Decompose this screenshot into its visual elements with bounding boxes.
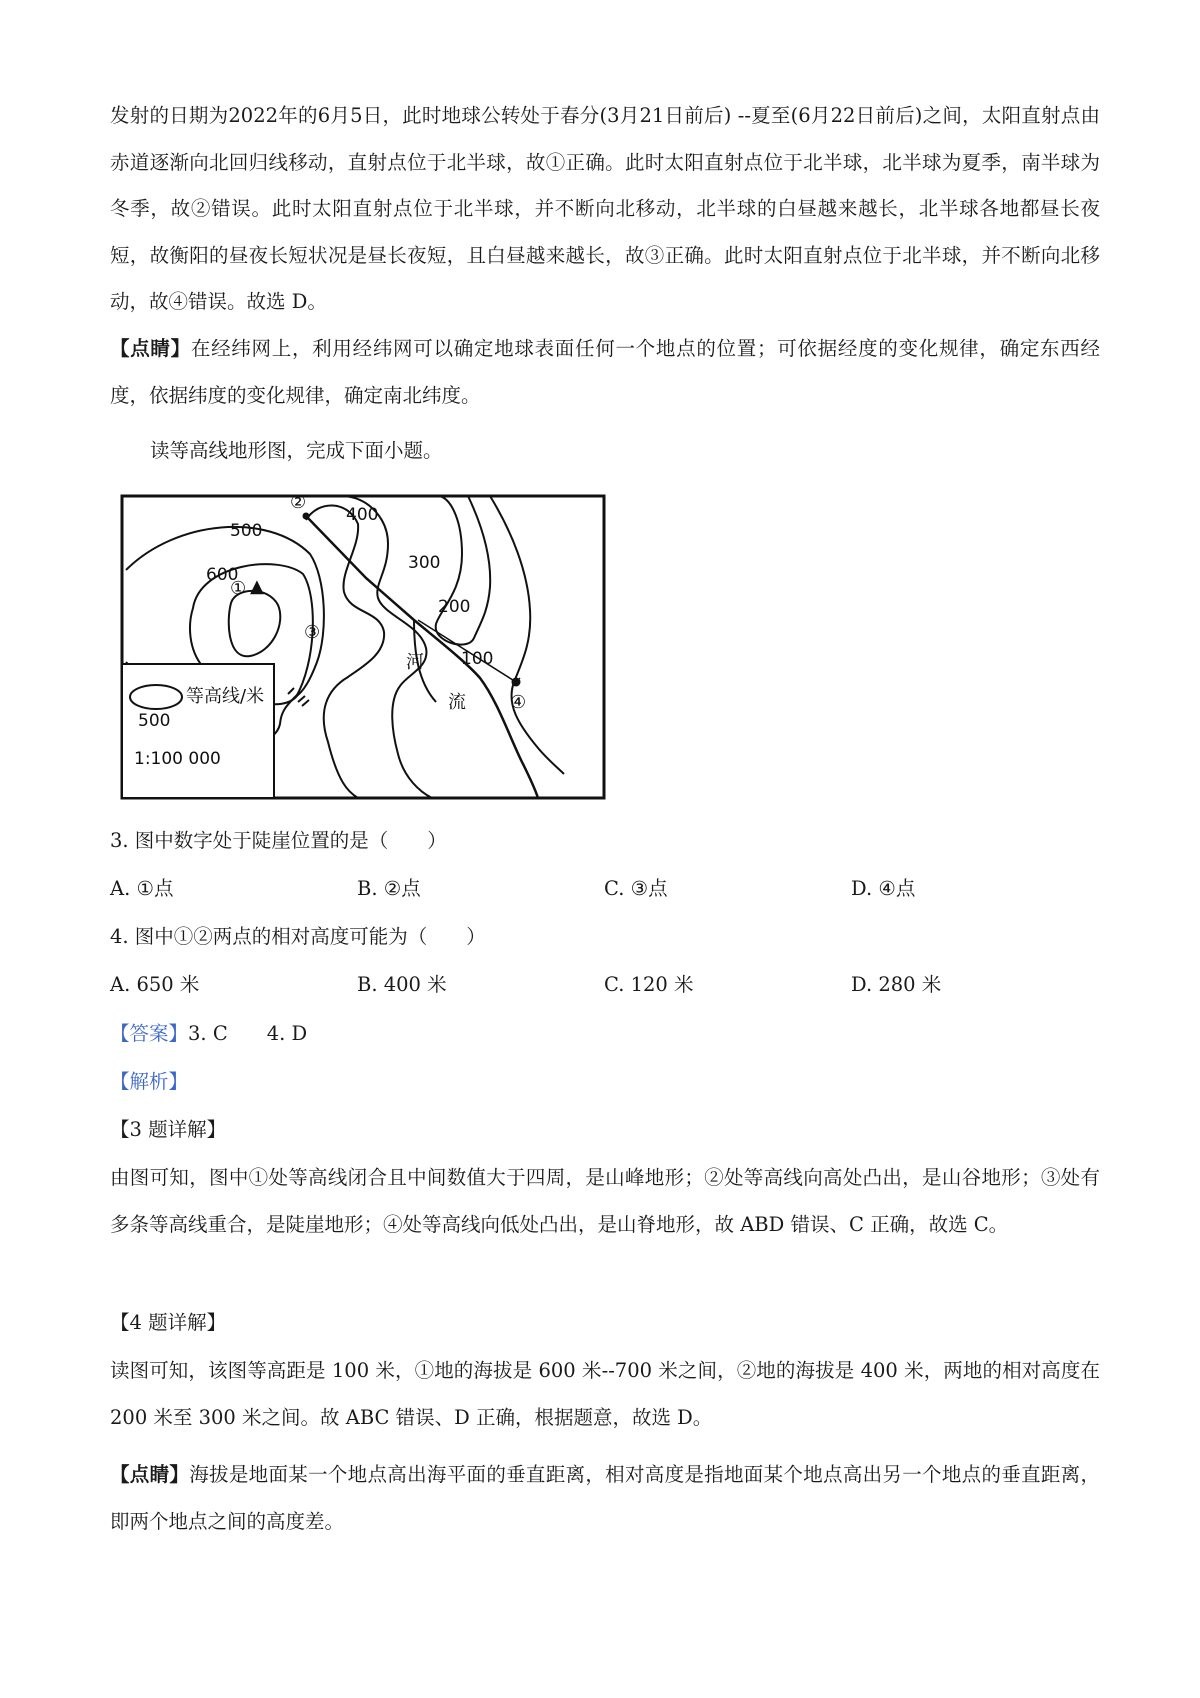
answer-line bbox=[110, 1019, 307, 1049]
contour-map-svg bbox=[118, 492, 608, 802]
q3-option-a: A. ①点 bbox=[110, 877, 174, 900]
peak-icon: ▲ bbox=[250, 576, 264, 597]
point-3-label: ③ bbox=[304, 622, 321, 643]
contour-map bbox=[118, 492, 608, 802]
answer-label: 【答案】 bbox=[110, 1022, 189, 1045]
explanation-paragraph: 发射的日期为2022年的6月5日，此时地球公转处于春分(3月21日前后) --夏至(6月22日前后)之间，太阳直射点由赤道逐渐向北回归线移动，直射点位于北半球，故①正确。此时太阳直射点位于北半球，北半球为夏季，南半球为冬季，故②错误。此时太阳直射点位于北半球，并不断向北移动，北半球的白昼越来越长，北半球各地都昼长夜短，故衡阳的昼夜长短状况是昼长夜短，且白昼越来越长，故③正确。此时太阳直射点位于北半球，并不断向北移动，故④错误。故选 D。 bbox=[110, 104, 1100, 313]
analysis-label: 【解析】 bbox=[110, 1070, 189, 1093]
label-200: 200 bbox=[438, 597, 471, 617]
detail-4-text: 读图可知，该图等高距是 100 米，①地的海拔是 600 米--700 米之间，②地的海拔是 400 米，两地的相对高度在 200 米至 300 米之间。故 ABC 错误、D 正确，根据题意，故选 D。 bbox=[110, 1359, 1100, 1429]
question-4-stem: 4. 图中①②两点的相对高度可能为（ ） bbox=[110, 925, 486, 948]
q3-option-d: D. ④点 bbox=[851, 877, 916, 900]
label-100: 100 bbox=[461, 649, 494, 669]
river-label-1: 河 bbox=[406, 652, 424, 673]
legend-value: 500 bbox=[138, 711, 171, 731]
detail-3-text: 由图可知，图中①处等高线闭合且中间数值大于四周，是山峰地形；②处等高线向高处凸出，是山谷地形；③处有多条等高线重合，是陡崖地形；④处等高线向低处凸出，是山脊地形，故 ABD 错误、C 正确，故选 C。 bbox=[110, 1166, 1100, 1236]
question-3-stem: 3. 图中数字处于陡崖位置的是（ ） bbox=[110, 829, 447, 852]
tip-label-2: 【点睛】 bbox=[110, 1463, 190, 1486]
answer-text: 3. C 4. D bbox=[188, 1022, 308, 1045]
q3-option-b: B. ②点 bbox=[357, 877, 421, 900]
tip-text-2: 海拔是地面某一个地点高出海平面的垂直距离，相对高度是指地面某个地点高出另一个地点的垂直距离，即两个地点之间的高度差。 bbox=[110, 1463, 1100, 1533]
map-scale: 1:100 000 bbox=[134, 749, 221, 769]
river-label-2: 流 bbox=[448, 692, 466, 713]
legend-box bbox=[122, 664, 274, 798]
q3-option-c: C. ③点 bbox=[604, 877, 668, 900]
label-300: 300 bbox=[408, 553, 441, 573]
label-600: 600 bbox=[206, 565, 239, 585]
detail-4-label: 【4 题详解】 bbox=[110, 1311, 227, 1334]
label-500: 500 bbox=[230, 521, 263, 541]
point-4-label: ④ bbox=[510, 692, 527, 713]
point-4-dot bbox=[512, 678, 521, 687]
point-2-label: ② bbox=[290, 492, 307, 513]
tip-label-1: 【点睛】 bbox=[110, 337, 191, 360]
q4-option-a: A. 650 米 bbox=[110, 973, 200, 996]
tip-text-1: 在经纬网上，利用经纬网可以确定地球表面任何一个地点的位置；可依据经度的变化规律，确定东西经度，依据纬度的变化规律，确定南北纬度。 bbox=[110, 337, 1100, 407]
tip-paragraph-1 bbox=[110, 326, 1100, 419]
q4-option-b: B. 400 米 bbox=[357, 973, 447, 996]
label-400: 400 bbox=[346, 505, 379, 525]
legend-text: 等高线/米 bbox=[186, 686, 265, 707]
point-2-dot bbox=[303, 513, 310, 520]
tip-paragraph-2 bbox=[110, 1452, 1100, 1545]
point-1-label: ① bbox=[230, 578, 247, 599]
q4-option-c: C. 120 米 bbox=[604, 973, 694, 996]
q4-option-d: D. 280 米 bbox=[851, 973, 942, 996]
map-intro: 读等高线地形图，完成下面小题。 bbox=[150, 439, 443, 462]
detail-3-label: 【3 题详解】 bbox=[110, 1118, 227, 1141]
